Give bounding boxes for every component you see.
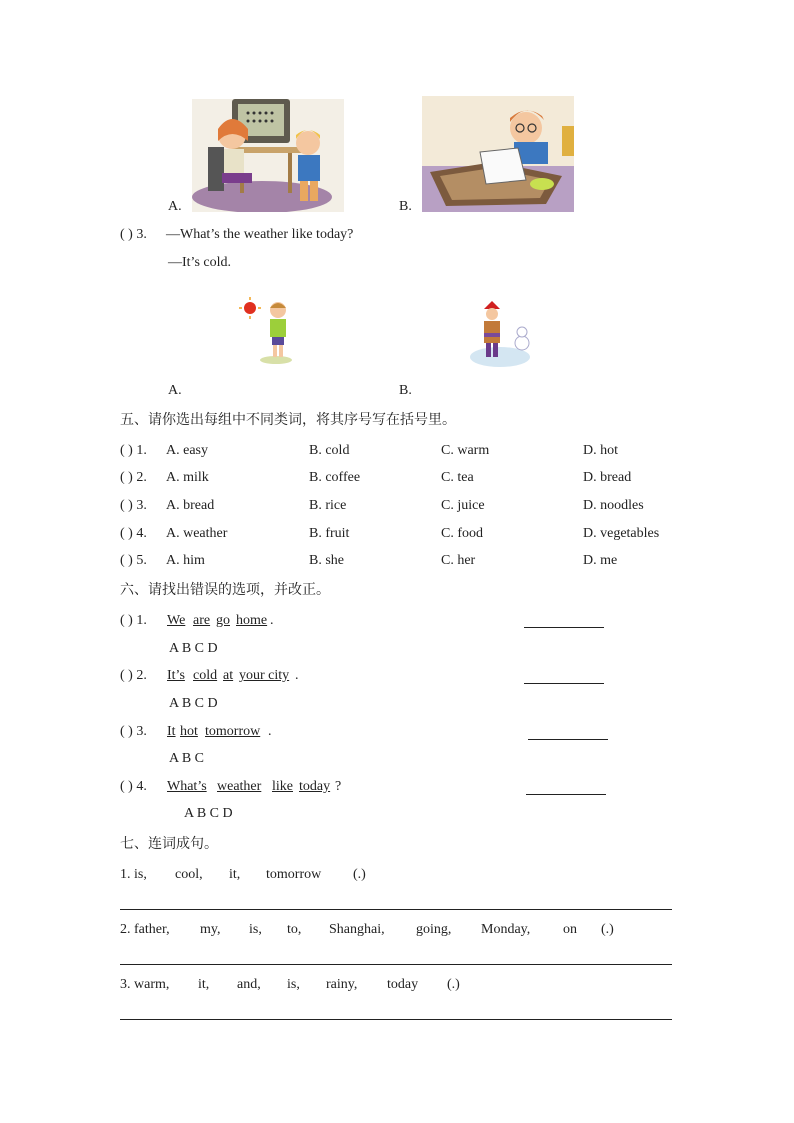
option-d: D. noodles <box>583 498 644 513</box>
option-d: D. bread <box>583 470 632 485</box>
row-number: ( ) 5. <box>120 553 147 568</box>
row-number: ( ) 3. <box>120 498 147 513</box>
option-c: C. tea <box>441 470 474 485</box>
word-d: home <box>236 613 268 628</box>
word: 1. is, <box>120 867 147 882</box>
option-b: B. fruit <box>309 526 350 541</box>
word-b: are <box>193 613 211 628</box>
option-letters: A B C <box>169 751 205 766</box>
option-b: B. cold <box>309 443 350 458</box>
sentence-end: ? <box>335 779 342 794</box>
answer-blank[interactable] <box>524 683 604 684</box>
girl-at-computer-picture <box>192 99 344 212</box>
item-number: ( ) 4. <box>120 779 147 794</box>
q3-option-a-label: A. <box>168 383 182 398</box>
answer-line[interactable] <box>120 964 672 965</box>
option-letters: A B C D <box>169 696 218 711</box>
word-a: What’s <box>167 779 207 794</box>
word: cool, <box>175 867 203 882</box>
word: (.) <box>353 867 366 882</box>
word: is, <box>287 977 300 992</box>
boy-packing-suitcase-picture <box>422 96 574 212</box>
word-a: It <box>167 724 176 739</box>
option-d: D. me <box>583 553 618 568</box>
option-letters: A B C D <box>184 806 233 821</box>
question-3-number: ( ) 3. <box>120 227 147 242</box>
question-3-text: —What’s the weather like today? <box>166 227 354 242</box>
option-c: C. juice <box>441 498 485 513</box>
word: today <box>387 977 419 992</box>
word: going, <box>416 922 452 937</box>
option-a: A. weather <box>166 526 228 541</box>
answer-blank[interactable] <box>528 739 608 740</box>
option-b: B. coffee <box>309 470 361 485</box>
option-c: C. food <box>441 526 483 541</box>
option-b-label: B. <box>399 199 412 214</box>
sentence-end: . <box>295 668 299 683</box>
row-number: ( ) 1. <box>120 443 147 458</box>
option-c: C. warm <box>441 443 490 458</box>
item-number: ( ) 1. <box>120 613 147 628</box>
option-a: A. bread <box>166 498 215 513</box>
word: 2. father, <box>120 922 170 937</box>
answer-blank[interactable] <box>526 794 606 795</box>
word: (.) <box>601 922 614 937</box>
word-d: your city <box>239 668 290 683</box>
option-b: B. rice <box>309 498 347 513</box>
word-b: hot <box>180 724 198 739</box>
item-number: ( ) 2. <box>120 668 147 683</box>
question-3-answer: —It’s cold. <box>168 255 231 270</box>
q3-option-b-label: B. <box>399 383 412 398</box>
word: my, <box>200 922 221 937</box>
word: 3. warm, <box>120 977 170 992</box>
item-number: ( ) 3. <box>120 724 147 739</box>
row-number: ( ) 2. <box>120 470 147 485</box>
row-number: ( ) 4. <box>120 526 147 541</box>
word: tomorrow <box>266 867 322 882</box>
word: and, <box>237 977 261 992</box>
word: Monday, <box>481 922 531 937</box>
boy-in-sun-picture <box>238 296 296 366</box>
section-7-title: 七、连词成句。 <box>120 836 218 852</box>
word-c: at <box>223 668 234 683</box>
word: (.) <box>447 977 460 992</box>
word-c: like <box>272 779 293 794</box>
word-a: We <box>167 613 186 628</box>
option-a: A. him <box>166 553 205 568</box>
option-b: B. she <box>309 553 344 568</box>
option-c: C. her <box>441 553 476 568</box>
word: to, <box>287 922 302 937</box>
section-6-title: 六、请找出错误的选项，并改正。 <box>120 582 330 598</box>
word: it, <box>198 977 210 992</box>
option-d: D. vegetables <box>583 526 660 541</box>
word-b: weather <box>217 779 262 794</box>
option-letters: A B C D <box>169 641 218 656</box>
word-b: cold <box>193 668 218 683</box>
word-a: It’s <box>167 668 185 683</box>
option-d: D. hot <box>583 443 618 458</box>
sentence-end: . <box>268 724 272 739</box>
word: it, <box>229 867 241 882</box>
word: Shanghai, <box>329 922 385 937</box>
word-c: tomorrow <box>205 724 261 739</box>
answer-blank[interactable] <box>524 627 604 628</box>
word-d: today <box>299 779 331 794</box>
answer-line[interactable] <box>120 909 672 910</box>
option-a: A. milk <box>166 470 209 485</box>
option-a-label: A. <box>168 199 182 214</box>
boy-in-snow-picture <box>470 301 532 369</box>
word: is, <box>249 922 262 937</box>
sentence-end: . <box>270 613 274 628</box>
option-a: A. easy <box>166 443 208 458</box>
section-5-title: 五、请你选出每组中不同类词，将其序号写在括号里。 <box>120 412 456 428</box>
answer-line[interactable] <box>120 1019 672 1020</box>
word: on <box>563 922 577 937</box>
word-c: go <box>216 613 230 628</box>
word: rainy, <box>326 977 358 992</box>
